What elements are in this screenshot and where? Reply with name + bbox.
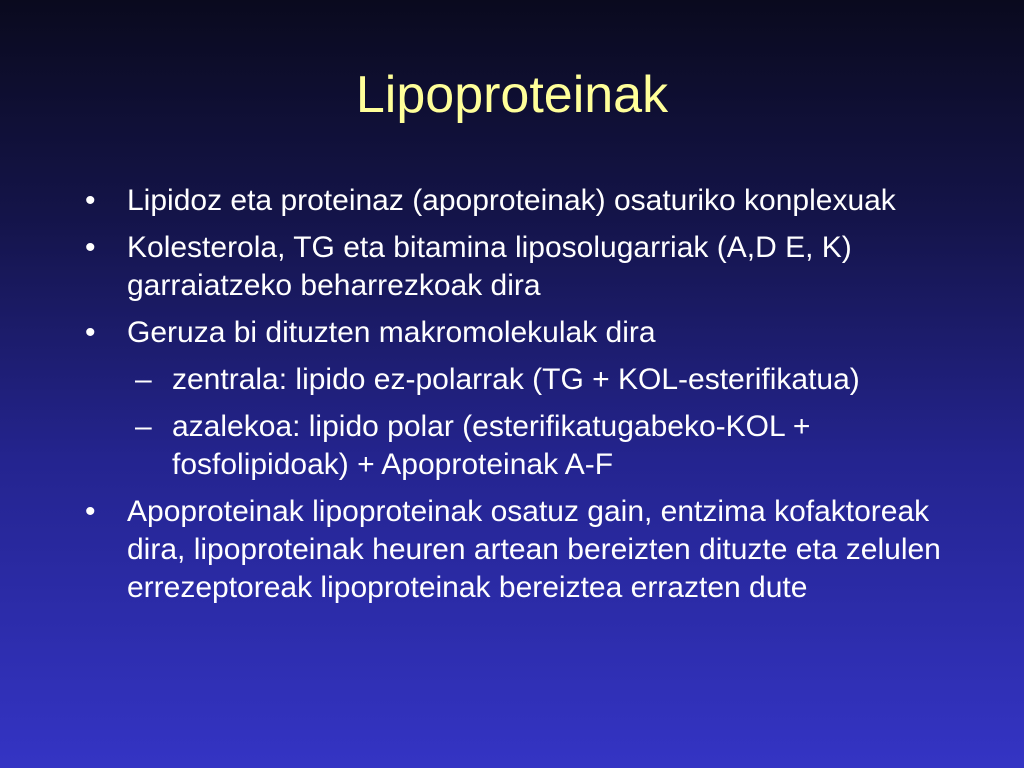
sub-bullet-item: – azalekoa: lipido polar (esterifikatugabeko-KOL + fosfolipidoak) + Apoproteinak A-F [82, 408, 992, 484]
bullet-item: • Lipidoz eta proteinaz (apoproteinak) osaturiko konplexuak [82, 182, 992, 220]
bullet-item: • Kolesterola, TG eta bitamina liposolugarriak (A,D E, K) garraiatzeko beharrezkoak dira [82, 229, 992, 305]
bullet-item: • Apoproteinak lipoproteinak osatuz gain, entzima kofaktoreak dira, lipoproteinak heuren artean bereizten dituzte eta zelulen errezeptoreak lipoproteinak bereiztea errazten dute [82, 493, 992, 607]
sub-bullet-item: – zentrala: lipido ez-polarrak (TG + KOL-esterifikatua) [82, 361, 992, 399]
bullet-list [82, 182, 992, 616]
bullet-item: • Geruza bi dituzten makromolekulak dira [82, 314, 992, 352]
slide-title: Lipoproteinak [355, 66, 669, 124]
